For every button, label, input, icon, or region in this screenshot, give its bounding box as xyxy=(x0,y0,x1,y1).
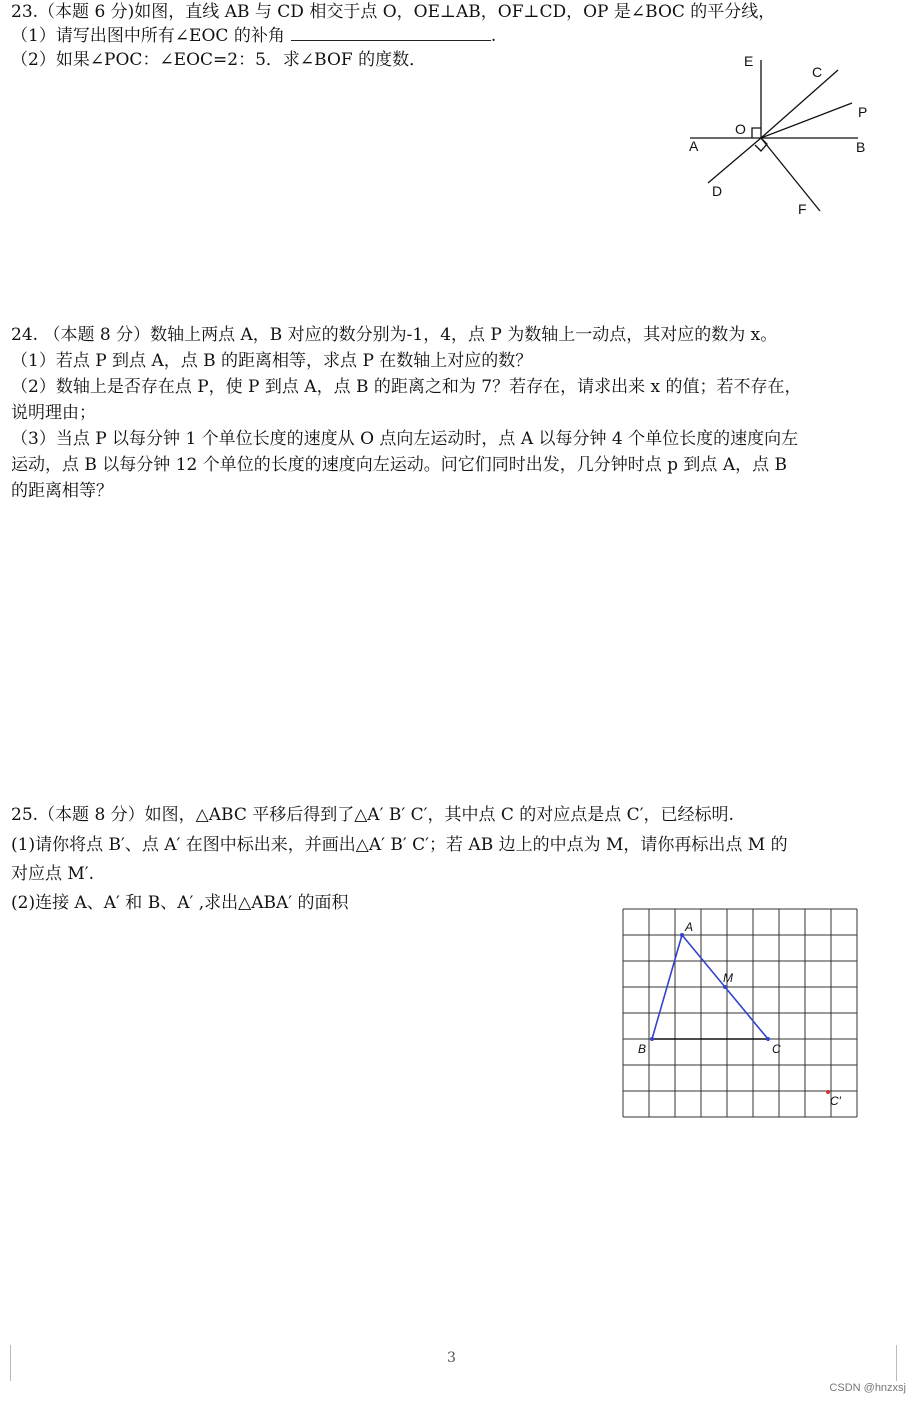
label-grid-b: B xyxy=(638,1042,647,1056)
label-grid-c-prime: C′ xyxy=(830,1094,841,1108)
label-grid-m: M xyxy=(723,971,733,985)
q24-line-6: 运动，点 B 以每分钟 12 个单位的长度的速度向左运动。问它们同时出发，几分钟时点 p 到点 A，点 B xyxy=(11,455,788,475)
q24-line-1: 24. （本题 8 分）数轴上两点 A，B 对应的数分别为-1，4，点 P 为数轴上一动点，其对应的数为 x。 xyxy=(11,325,778,345)
label-grid-c: C xyxy=(772,1042,781,1056)
q24-line-7: 的距离相等？ xyxy=(11,481,113,501)
right-angle-mark-e xyxy=(752,128,761,138)
crop-mark-right xyxy=(896,1345,897,1381)
q24-line-5: （3）当点 P 以每分钟 1 个单位长度的速度从 O 点向左运动时，点 A 以每分钟 4 个单位长度的速度向左 xyxy=(11,429,799,449)
line-op xyxy=(761,103,852,138)
label-e: E xyxy=(744,53,754,69)
crop-mark-left xyxy=(10,1345,11,1381)
point-c xyxy=(766,1037,770,1041)
q25-line-3: 对应点 M′. xyxy=(11,864,95,884)
q25-line-4: (2)连接 A、A′ 和 B、A′ ,求出△ABA′ 的面积 xyxy=(11,893,349,913)
label-o: O xyxy=(735,121,746,137)
q24-line-3: （2）数轴上是否存在点 P，使 P 到点 A，点 B 的距离之和为 7？若存在，请求出来 x 的值；若不存在， xyxy=(11,377,802,397)
point-a xyxy=(680,933,684,937)
q23-title: 23.（本题 6 分)如图，直线 AB 与 CD 相交于点 O，OE⊥AB，OF⊥CD，OP 是∠BOC 的平分线， xyxy=(11,2,776,22)
q23-part1-end: . xyxy=(490,26,497,46)
label-c: C xyxy=(812,64,823,80)
q25-line-2: (1)请你将点 B′、点 A′ 在图中标出来，并画出△A′ B′ C′；若 AB 边上的中点为 M，请你再标出点 M 的 xyxy=(11,835,788,855)
label-f: F xyxy=(798,201,807,217)
q23-part1 xyxy=(11,24,496,48)
line-oc xyxy=(761,70,838,138)
point-b xyxy=(650,1037,654,1041)
line-od xyxy=(708,138,761,183)
q25-line-1: 25.（本题 8 分）如图，△ABC 平移后得到了△A′ B′ C′，其中点 C 的对应点是点 C′，已经标明. xyxy=(11,805,734,825)
label-a: A xyxy=(689,138,699,154)
label-b: B xyxy=(856,139,866,155)
page-number: 3 xyxy=(447,1350,456,1366)
label-d: D xyxy=(712,183,723,199)
label-p: P xyxy=(858,104,868,120)
point-m xyxy=(723,985,727,989)
watermark: CSDN @hnzxsj xyxy=(829,1382,906,1394)
line-of xyxy=(761,138,820,211)
answer-blank[interactable] xyxy=(291,26,491,41)
right-angle-mark-f xyxy=(755,138,767,151)
q23-part1-text: （1）请写出图中所有∠EOC 的补角 xyxy=(11,26,285,46)
grid-lines xyxy=(623,909,857,1117)
q23-figure xyxy=(680,50,880,220)
q25-grid-figure xyxy=(618,904,863,1124)
q24-line-4: 说明理由； xyxy=(11,403,96,423)
label-grid-a: A xyxy=(685,920,694,934)
q24-line-2: （1）若点 P 到点 A，点 B 的距离相等，求点 P 在数轴上对应的数？ xyxy=(11,351,533,371)
q23-part2: （2）如果∠POC：∠EOC=2：5．求∠BOF 的度数． xyxy=(11,50,427,70)
